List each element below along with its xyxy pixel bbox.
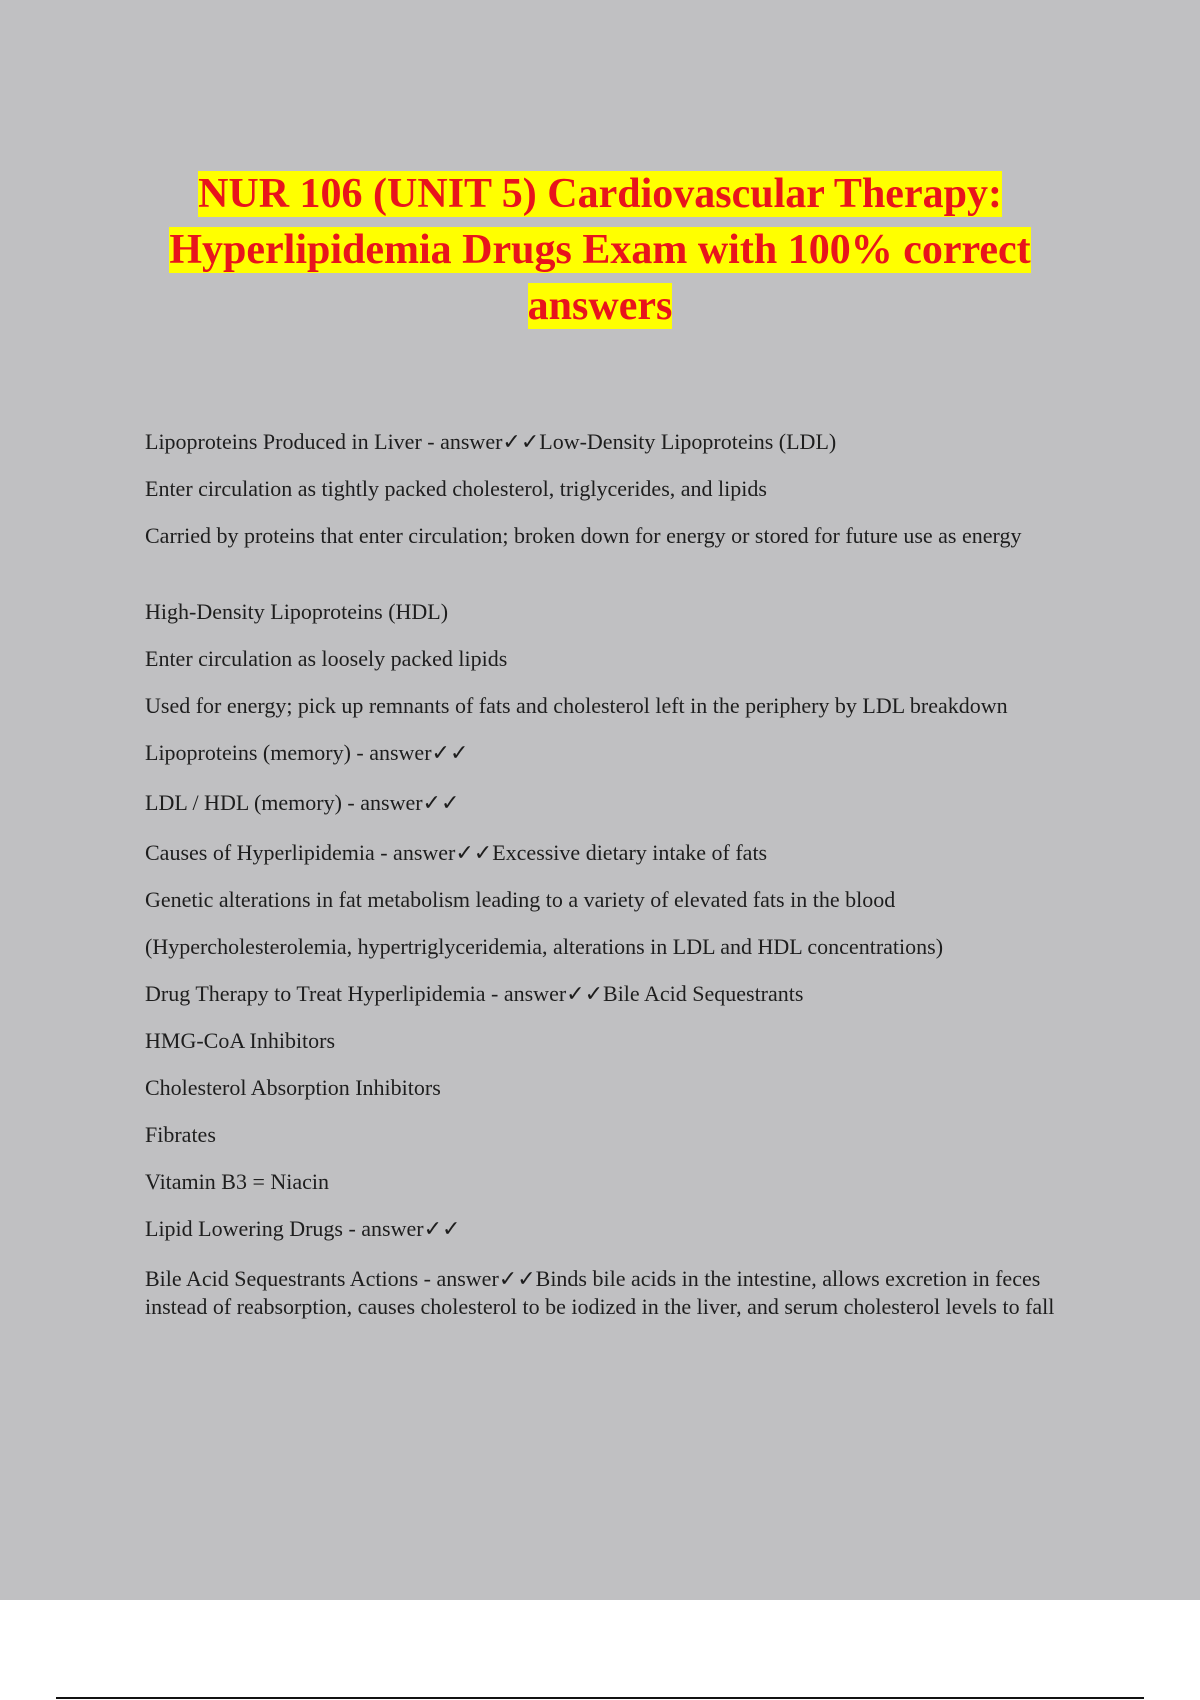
body-line: HMG-CoA Inhibitors [145, 1028, 336, 1053]
body-line: Carried by proteins that enter circulation; broken down for energy or stored for future use as energy [145, 523, 1022, 548]
body-line: High-Density Lipoproteins (HDL) [145, 599, 449, 624]
document-body [145, 428, 1085, 1340]
body-line: Lipid Lowering Drugs - answer✓✓ [145, 1216, 461, 1241]
page-divider [56, 1697, 1144, 1699]
body-line: Causes of Hyperlipidemia - answer✓✓Excessive dietary intake of fats [145, 840, 768, 865]
body-line: Enter circulation as tightly packed cholesterol, triglycerides, and lipids [145, 476, 767, 501]
document-title [100, 166, 1100, 334]
body-line: Lipoproteins Produced in Liver - answer✓✓Low-Density Lipoproteins (LDL) [145, 429, 837, 454]
body-line: (Hypercholesterolemia, hypertriglyceridemia, alterations in LDL and HDL concentrations) [145, 934, 944, 959]
body-line: LDL / HDL (memory) - answer✓✓ [145, 790, 460, 815]
body-line: Cholesterol Absorption Inhibitors [145, 1075, 441, 1100]
body-line: Drug Therapy to Treat Hyperlipidemia - answer✓✓Bile Acid Sequestrants [145, 981, 804, 1006]
body-line: Fibrates [145, 1122, 216, 1147]
body-line: Bile Acid Sequestrants Actions - answer✓✓Binds bile acids in the intestine, allows excretion in feces instead of reabsorption, causes cholesterol to be iodized in the liver, and serum cholesterol levels to fall [145, 1266, 1055, 1319]
body-line: Vitamin B3 = Niacin [145, 1169, 330, 1194]
body-line: Lipoproteins (memory) - answer✓✓ [145, 740, 469, 765]
body-line: Genetic alterations in fat metabolism leading to a variety of elevated fats in the blood [145, 887, 896, 912]
body-line: Enter circulation as loosely packed lipids [145, 646, 508, 671]
document-title-highlight: NUR 106 (UNIT 5) Cardiovascular Therapy: Hyperlipidemia Drugs Exam with 100% correct answers [169, 171, 1031, 329]
body-line: Used for energy; pick up remnants of fats and cholesterol left in the periphery by LDL breakdown [145, 693, 1008, 718]
